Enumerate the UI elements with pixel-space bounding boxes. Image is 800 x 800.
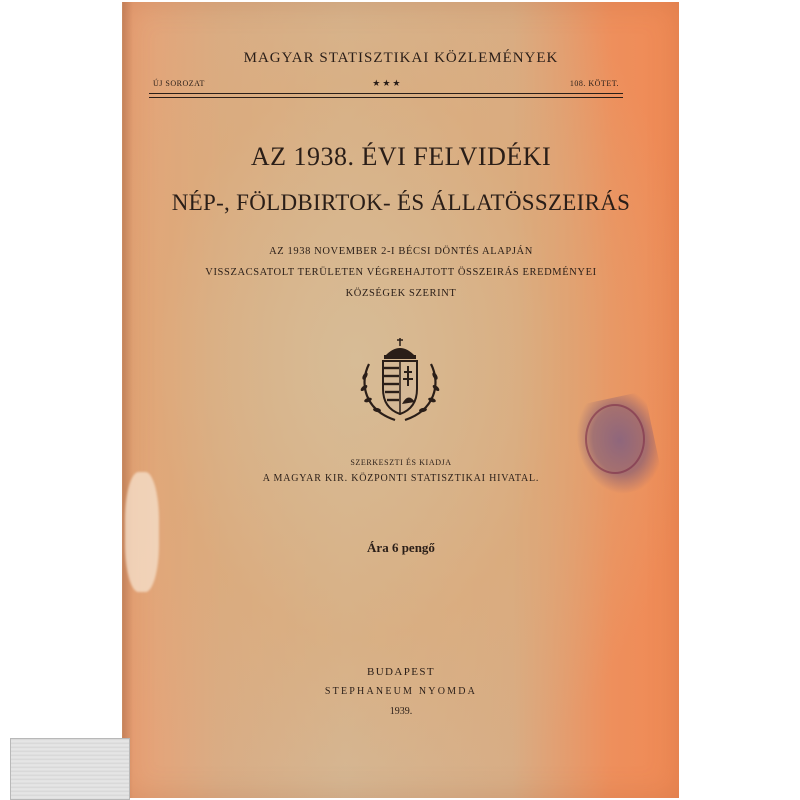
hungarian-coat-of-arms-icon xyxy=(355,334,445,426)
series-left: ÚJ SOROZAT xyxy=(153,79,205,88)
main-title-line1: AZ 1938. ÉVI FELVIDÉKI xyxy=(250,142,552,171)
series-title: MAGYAR STATISZTIKAI KÖZLEMÉNYEK xyxy=(243,50,559,66)
publisher-name: A MAGYAR KIR. KÖZPONTI STATISZTIKAI HIVATAL. xyxy=(262,473,540,484)
volume-number: 108. KÖTET. xyxy=(569,79,619,88)
spine-shadow xyxy=(123,2,133,798)
imprint-year: 1939. xyxy=(389,706,413,717)
cover-wear-mark xyxy=(125,472,159,592)
imprint-printer: STEPHANEUM NYOMDA xyxy=(324,686,478,697)
header-rule-thick xyxy=(149,93,623,94)
series-stars: ★★★ xyxy=(372,78,403,88)
main-title-line2: NÉP-, FÖLDBIRTOK- ÉS ÁLLATÖSSZEIRÁS xyxy=(171,190,631,215)
series-subrow xyxy=(153,78,619,89)
book-cover xyxy=(122,2,679,798)
subtitle-line2: VISSZACSATOLT TERÜLETEN VÉGREHAJTOTT ÖSSZEIRÁS EREDMÉNYEI xyxy=(205,267,597,278)
stamp-ring xyxy=(585,404,645,474)
subtitle-line1: AZ 1938 NOVEMBER 2-I BÉCSI DÖNTÉS ALAPJÁN xyxy=(269,246,533,257)
imprint-city: BUDAPEST xyxy=(366,666,436,678)
price-label: Ára 6 pengő xyxy=(367,540,435,555)
editor-caption: SZERKESZTI ÉS KIADJA xyxy=(350,458,452,467)
header-rule-thin xyxy=(149,97,623,98)
subtitle-line3: KÖZSÉGEK SZERINT xyxy=(345,288,457,299)
barcode-sticker xyxy=(10,738,130,800)
